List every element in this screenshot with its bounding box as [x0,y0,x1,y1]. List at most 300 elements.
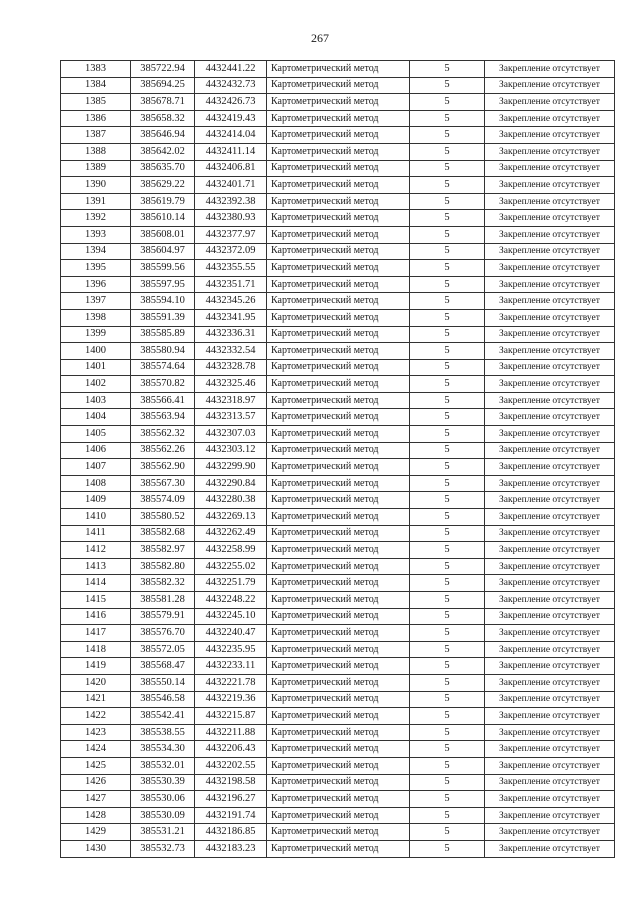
table-row [61,94,615,111]
method-cell: Картометрический метод [267,293,410,310]
point-number-cell: 1384 [61,77,131,94]
y-coordinate-cell: 4432219.36 [195,691,267,708]
fixing-cell: Закрепление отсутствует [485,774,615,791]
point-number-cell: 1423 [61,724,131,741]
point-number-cell: 1399 [61,326,131,343]
x-coordinate-cell: 385563.94 [131,409,195,426]
x-coordinate-cell: 385599.56 [131,260,195,277]
x-coordinate-cell: 385722.94 [131,61,195,78]
y-coordinate-cell: 4432377.97 [195,226,267,243]
method-cell: Картометрический метод [267,674,410,691]
table-row [61,658,615,675]
fixing-cell: Закрепление отсутствует [485,525,615,542]
point-number-cell: 1404 [61,409,131,426]
y-coordinate-cell: 4432290.84 [195,475,267,492]
x-coordinate-cell: 385619.79 [131,193,195,210]
x-coordinate-cell: 385591.39 [131,309,195,326]
y-coordinate-cell: 4432406.81 [195,160,267,177]
point-number-cell: 1413 [61,558,131,575]
fixing-cell: Закрепление отсутствует [485,276,615,293]
point-number-cell: 1400 [61,343,131,360]
table-row [61,608,615,625]
y-coordinate-cell: 4432432.73 [195,77,267,94]
x-coordinate-cell: 385546.58 [131,691,195,708]
point-number-cell: 1401 [61,359,131,376]
accuracy-cell: 5 [410,110,485,127]
point-number-cell: 1397 [61,293,131,310]
accuracy-cell: 5 [410,708,485,725]
y-coordinate-cell: 4432318.97 [195,392,267,409]
fixing-cell: Закрепление отсутствует [485,94,615,111]
y-coordinate-cell: 4432196.27 [195,791,267,808]
table-row [61,160,615,177]
accuracy-cell: 5 [410,326,485,343]
table-row [61,724,615,741]
method-cell: Картометрический метод [267,641,410,658]
table-row [61,392,615,409]
x-coordinate-cell: 385597.95 [131,276,195,293]
accuracy-cell: 5 [410,359,485,376]
fixing-cell: Закрепление отсутствует [485,376,615,393]
x-coordinate-cell: 385580.52 [131,509,195,526]
table-row [61,475,615,492]
point-number-cell: 1426 [61,774,131,791]
point-number-cell: 1402 [61,376,131,393]
fixing-cell: Закрепление отсутствует [485,608,615,625]
method-cell: Картометрический метод [267,193,410,210]
x-coordinate-cell: 385581.28 [131,592,195,609]
accuracy-cell: 5 [410,459,485,476]
fixing-cell: Закрепление отсутствует [485,193,615,210]
fixing-cell: Закрепление отсутствует [485,326,615,343]
table-row [61,426,615,443]
method-cell: Картометрический метод [267,475,410,492]
x-coordinate-cell: 385604.97 [131,243,195,260]
point-number-cell: 1421 [61,691,131,708]
fixing-cell: Закрепление отсутствует [485,260,615,277]
y-coordinate-cell: 4432380.93 [195,210,267,227]
table-row [61,442,615,459]
point-number-cell: 1419 [61,658,131,675]
table-row [61,193,615,210]
point-number-cell: 1428 [61,807,131,824]
table-row [61,492,615,509]
method-cell: Картометрический метод [267,824,410,841]
x-coordinate-cell: 385531.21 [131,824,195,841]
fixing-cell: Закрепление отсутствует [485,575,615,592]
fixing-cell: Закрепление отсутствует [485,309,615,326]
accuracy-cell: 5 [410,77,485,94]
fixing-cell: Закрепление отсутствует [485,674,615,691]
accuracy-cell: 5 [410,160,485,177]
x-coordinate-cell: 385585.89 [131,326,195,343]
y-coordinate-cell: 4432280.38 [195,492,267,509]
point-number-cell: 1395 [61,260,131,277]
point-number-cell: 1414 [61,575,131,592]
x-coordinate-cell: 385594.10 [131,293,195,310]
accuracy-cell: 5 [410,61,485,78]
method-cell: Картометрический метод [267,741,410,758]
fixing-cell: Закрепление отсутствует [485,625,615,642]
table-row [61,343,615,360]
method-cell: Картометрический метод [267,409,410,426]
y-coordinate-cell: 4432341.95 [195,309,267,326]
fixing-cell: Закрепление отсутствует [485,459,615,476]
table-row [61,226,615,243]
y-coordinate-cell: 4432414.04 [195,127,267,144]
x-coordinate-cell: 385562.90 [131,459,195,476]
accuracy-cell: 5 [410,177,485,194]
table-row [61,708,615,725]
x-coordinate-cell: 385550.14 [131,674,195,691]
method-cell: Картометрический метод [267,691,410,708]
fixing-cell: Закрепление отсутствует [485,359,615,376]
y-coordinate-cell: 4432198.58 [195,774,267,791]
accuracy-cell: 5 [410,824,485,841]
method-cell: Картометрический метод [267,807,410,824]
x-coordinate-cell: 385538.55 [131,724,195,741]
fixing-cell: Закрепление отсутствует [485,127,615,144]
y-coordinate-cell: 4432332.54 [195,343,267,360]
x-coordinate-cell: 385562.32 [131,426,195,443]
table-row [61,691,615,708]
point-number-cell: 1387 [61,127,131,144]
point-number-cell: 1398 [61,309,131,326]
y-coordinate-cell: 4432419.43 [195,110,267,127]
accuracy-cell: 5 [410,525,485,542]
method-cell: Картометрический метод [267,509,410,526]
y-coordinate-cell: 4432299.90 [195,459,267,476]
fixing-cell: Закрепление отсутствует [485,509,615,526]
table-row [61,757,615,774]
fixing-cell: Закрепление отсутствует [485,226,615,243]
point-number-cell: 1385 [61,94,131,111]
point-number-cell: 1391 [61,193,131,210]
y-coordinate-cell: 4432258.99 [195,542,267,559]
point-number-cell: 1417 [61,625,131,642]
method-cell: Картометрический метод [267,658,410,675]
y-coordinate-cell: 4432202.55 [195,757,267,774]
table-row [61,509,615,526]
point-number-cell: 1407 [61,459,131,476]
method-cell: Картометрический метод [267,459,410,476]
fixing-cell: Закрепление отсутствует [485,542,615,559]
x-coordinate-cell: 385642.02 [131,143,195,160]
table-row [61,774,615,791]
table-row [61,807,615,824]
x-coordinate-cell: 385580.94 [131,343,195,360]
fixing-cell: Закрепление отсутствует [485,840,615,857]
accuracy-cell: 5 [410,127,485,144]
accuracy-cell: 5 [410,674,485,691]
x-coordinate-cell: 385635.70 [131,160,195,177]
x-coordinate-cell: 385532.01 [131,757,195,774]
accuracy-cell: 5 [410,226,485,243]
table-row [61,376,615,393]
x-coordinate-cell: 385582.97 [131,542,195,559]
accuracy-cell: 5 [410,691,485,708]
method-cell: Картометрический метод [267,143,410,160]
fixing-cell: Закрепление отсутствует [485,791,615,808]
y-coordinate-cell: 4432313.57 [195,409,267,426]
table-row [61,459,615,476]
point-number-cell: 1409 [61,492,131,509]
table-row [61,592,615,609]
table-row [61,741,615,758]
method-cell: Картометрический метод [267,525,410,542]
point-number-cell: 1396 [61,276,131,293]
table-row [61,542,615,559]
fixing-cell: Закрепление отсутствует [485,210,615,227]
method-cell: Картометрический метод [267,840,410,857]
accuracy-cell: 5 [410,641,485,658]
accuracy-cell: 5 [410,741,485,758]
table-row [61,77,615,94]
accuracy-cell: 5 [410,260,485,277]
point-number-cell: 1420 [61,674,131,691]
coordinates-table [60,60,615,858]
y-coordinate-cell: 4432251.79 [195,575,267,592]
accuracy-cell: 5 [410,309,485,326]
x-coordinate-cell: 385608.01 [131,226,195,243]
fixing-cell: Закрепление отсутствует [485,160,615,177]
point-number-cell: 1394 [61,243,131,260]
method-cell: Картометрический метод [267,326,410,343]
y-coordinate-cell: 4432345.26 [195,293,267,310]
method-cell: Картометрический метод [267,127,410,144]
y-coordinate-cell: 4432215.87 [195,708,267,725]
point-number-cell: 1390 [61,177,131,194]
method-cell: Картометрический метод [267,392,410,409]
x-coordinate-cell: 385610.14 [131,210,195,227]
y-coordinate-cell: 4432307.03 [195,426,267,443]
point-number-cell: 1388 [61,143,131,160]
method-cell: Картометрический метод [267,276,410,293]
table-row [61,143,615,160]
point-number-cell: 1403 [61,392,131,409]
fixing-cell: Закрепление отсутствует [485,691,615,708]
y-coordinate-cell: 4432336.31 [195,326,267,343]
fixing-cell: Закрепление отсутствует [485,757,615,774]
fixing-cell: Закрепление отсутствует [485,426,615,443]
fixing-cell: Закрепление отсутствует [485,658,615,675]
method-cell: Картометрический метод [267,791,410,808]
x-coordinate-cell: 385562.26 [131,442,195,459]
fixing-cell: Закрепление отсутствует [485,592,615,609]
y-coordinate-cell: 4432355.55 [195,260,267,277]
table-row [61,276,615,293]
accuracy-cell: 5 [410,840,485,857]
fixing-cell: Закрепление отсутствует [485,392,615,409]
table-row [61,210,615,227]
method-cell: Картометрический метод [267,376,410,393]
method-cell: Картометрический метод [267,177,410,194]
y-coordinate-cell: 4432328.78 [195,359,267,376]
point-number-cell: 1411 [61,525,131,542]
point-number-cell: 1415 [61,592,131,609]
table-row [61,359,615,376]
method-cell: Картометрический метод [267,243,410,260]
point-number-cell: 1416 [61,608,131,625]
fixing-cell: Закрепление отсутствует [485,143,615,160]
fixing-cell: Закрепление отсутствует [485,343,615,360]
table-row [61,674,615,691]
accuracy-cell: 5 [410,276,485,293]
y-coordinate-cell: 4432211.88 [195,724,267,741]
point-number-cell: 1406 [61,442,131,459]
table-row [61,641,615,658]
x-coordinate-cell: 385532.73 [131,840,195,857]
fixing-cell: Закрепление отсутствует [485,77,615,94]
accuracy-cell: 5 [410,210,485,227]
accuracy-cell: 5 [410,791,485,808]
point-number-cell: 1418 [61,641,131,658]
y-coordinate-cell: 4432245.10 [195,608,267,625]
point-number-cell: 1392 [61,210,131,227]
accuracy-cell: 5 [410,475,485,492]
point-number-cell: 1422 [61,708,131,725]
method-cell: Картометрический метод [267,492,410,509]
y-coordinate-cell: 4432351.71 [195,276,267,293]
y-coordinate-cell: 4432240.47 [195,625,267,642]
table-row [61,326,615,343]
method-cell: Картометрический метод [267,625,410,642]
accuracy-cell: 5 [410,757,485,774]
accuracy-cell: 5 [410,293,485,310]
accuracy-cell: 5 [410,343,485,360]
accuracy-cell: 5 [410,774,485,791]
point-number-cell: 1425 [61,757,131,774]
y-coordinate-cell: 4432191.74 [195,807,267,824]
method-cell: Картометрический метод [267,160,410,177]
x-coordinate-cell: 385678.71 [131,94,195,111]
y-coordinate-cell: 4432325.46 [195,376,267,393]
x-coordinate-cell: 385567.30 [131,475,195,492]
fixing-cell: Закрепление отсутствует [485,409,615,426]
table-row [61,177,615,194]
y-coordinate-cell: 4432221.78 [195,674,267,691]
method-cell: Картометрический метод [267,226,410,243]
y-coordinate-cell: 4432426.73 [195,94,267,111]
table-row [61,575,615,592]
accuracy-cell: 5 [410,807,485,824]
accuracy-cell: 5 [410,625,485,642]
table-row [61,525,615,542]
accuracy-cell: 5 [410,94,485,111]
method-cell: Картометрический метод [267,592,410,609]
method-cell: Картометрический метод [267,61,410,78]
accuracy-cell: 5 [410,392,485,409]
accuracy-cell: 5 [410,542,485,559]
x-coordinate-cell: 385582.80 [131,558,195,575]
table-row [61,824,615,841]
x-coordinate-cell: 385582.68 [131,525,195,542]
accuracy-cell: 5 [410,193,485,210]
method-cell: Картометрический метод [267,260,410,277]
fixing-cell: Закрепление отсутствует [485,741,615,758]
x-coordinate-cell: 385574.64 [131,359,195,376]
table-row [61,558,615,575]
method-cell: Картометрический метод [267,724,410,741]
point-number-cell: 1393 [61,226,131,243]
table-row [61,293,615,310]
fixing-cell: Закрепление отсутствует [485,641,615,658]
fixing-cell: Закрепление отсутствует [485,442,615,459]
y-coordinate-cell: 4432255.02 [195,558,267,575]
table-row [61,110,615,127]
page-number: 267 [311,31,329,45]
method-cell: Картометрический метод [267,608,410,625]
point-number-cell: 1429 [61,824,131,841]
fixing-cell: Закрепление отсутствует [485,110,615,127]
table-row [61,840,615,857]
accuracy-cell: 5 [410,442,485,459]
y-coordinate-cell: 4432411.14 [195,143,267,160]
fixing-cell: Закрепление отсутствует [485,177,615,194]
x-coordinate-cell: 385658.32 [131,110,195,127]
accuracy-cell: 5 [410,608,485,625]
x-coordinate-cell: 385568.47 [131,658,195,675]
table-row [61,309,615,326]
y-coordinate-cell: 4432269.13 [195,509,267,526]
y-coordinate-cell: 4432372.09 [195,243,267,260]
y-coordinate-cell: 4432206.43 [195,741,267,758]
fixing-cell: Закрепление отсутствует [485,475,615,492]
point-number-cell: 1383 [61,61,131,78]
x-coordinate-cell: 385572.05 [131,641,195,658]
point-number-cell: 1389 [61,160,131,177]
x-coordinate-cell: 385542.41 [131,708,195,725]
x-coordinate-cell: 385530.09 [131,807,195,824]
method-cell: Картометрический метод [267,94,410,111]
table-row [61,260,615,277]
fixing-cell: Закрепление отсутствует [485,293,615,310]
method-cell: Картометрический метод [267,575,410,592]
x-coordinate-cell: 385534.30 [131,741,195,758]
point-number-cell: 1427 [61,791,131,808]
accuracy-cell: 5 [410,592,485,609]
method-cell: Картометрический метод [267,442,410,459]
y-coordinate-cell: 4432441.22 [195,61,267,78]
x-coordinate-cell: 385530.39 [131,774,195,791]
point-number-cell: 1430 [61,840,131,857]
fixing-cell: Закрепление отсутствует [485,61,615,78]
accuracy-cell: 5 [410,376,485,393]
accuracy-cell: 5 [410,575,485,592]
table-row [61,61,615,78]
fixing-cell: Закрепление отсутствует [485,558,615,575]
point-number-cell: 1424 [61,741,131,758]
accuracy-cell: 5 [410,509,485,526]
fixing-cell: Закрепление отсутствует [485,492,615,509]
point-number-cell: 1408 [61,475,131,492]
method-cell: Картометрический метод [267,774,410,791]
accuracy-cell: 5 [410,243,485,260]
table-row [61,625,615,642]
x-coordinate-cell: 385574.09 [131,492,195,509]
fixing-cell: Закрепление отсутствует [485,724,615,741]
y-coordinate-cell: 4432233.11 [195,658,267,675]
accuracy-cell: 5 [410,658,485,675]
method-cell: Картометрический метод [267,343,410,360]
accuracy-cell: 5 [410,724,485,741]
point-number-cell: 1386 [61,110,131,127]
accuracy-cell: 5 [410,143,485,160]
y-coordinate-cell: 4432235.95 [195,641,267,658]
y-coordinate-cell: 4432186.85 [195,824,267,841]
method-cell: Картометрический метод [267,757,410,774]
accuracy-cell: 5 [410,492,485,509]
